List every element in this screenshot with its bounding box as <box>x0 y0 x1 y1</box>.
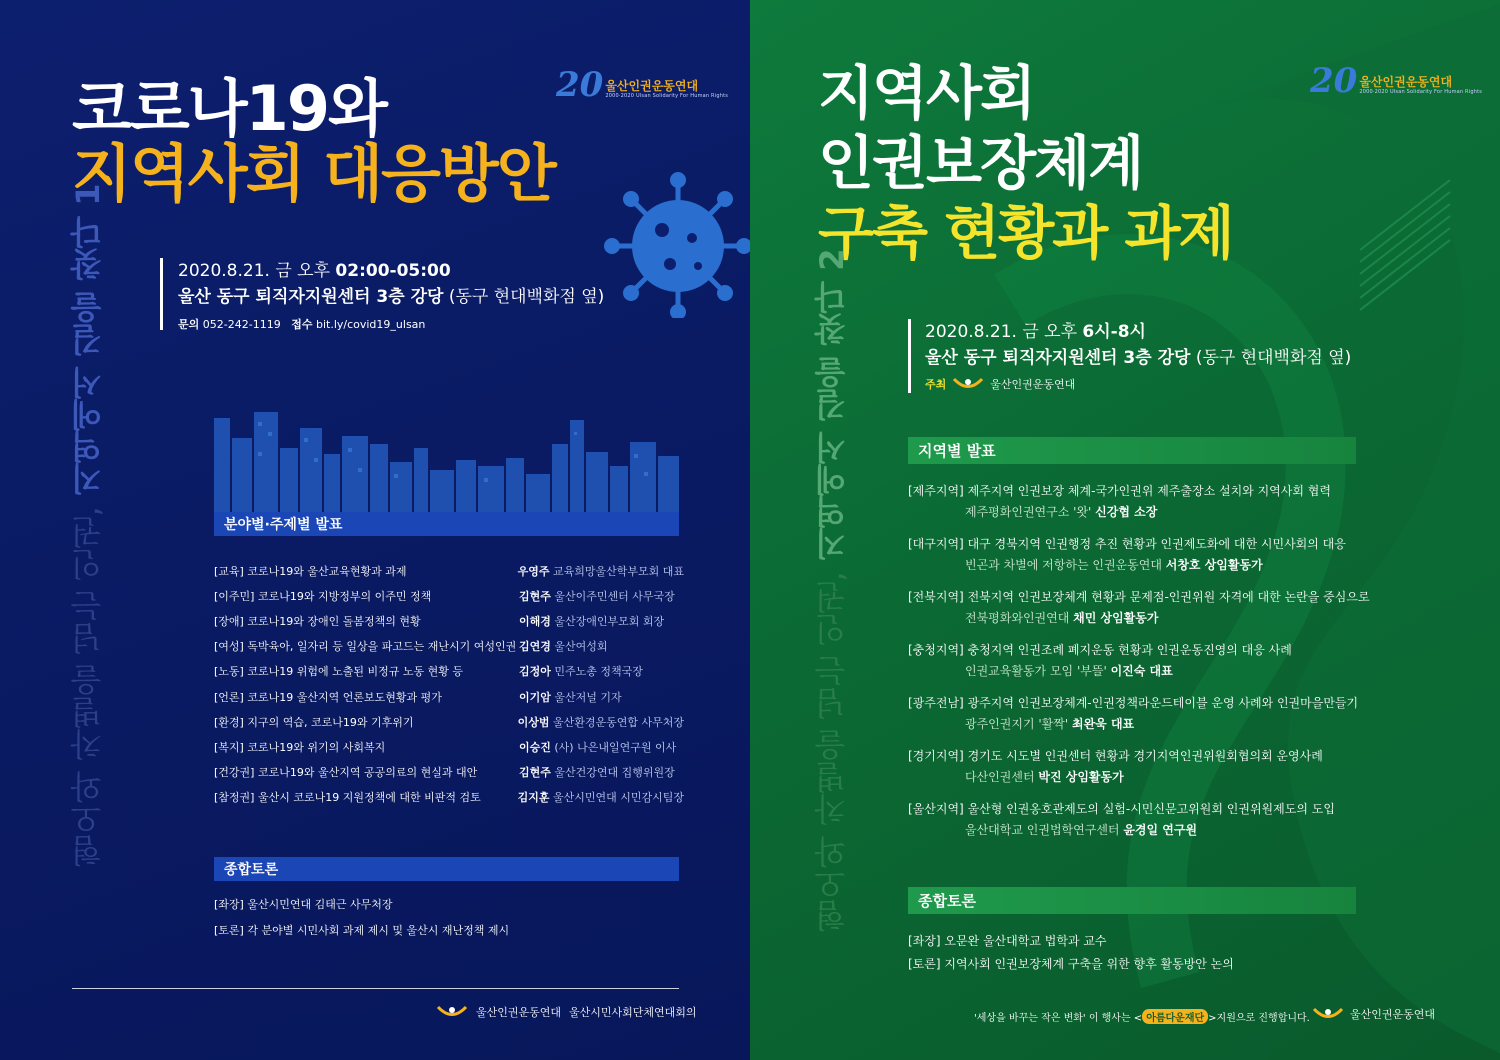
left-date: 2020.8.21. 금 오후 02:00-05:00 <box>178 261 451 281</box>
right-title-line1: 지역사회 <box>818 59 1035 127</box>
left-program-list <box>214 558 684 810</box>
right-footer-note: '세상을 바꾸는 작은 변화' 이 행사는 < 아름다운재단 >지원으로 진행합니다. <box>974 1009 1310 1024</box>
region-item: [대구지역] 대구 경북지역 인권행정 추진 현황과 인권제도화에 대한 시민사회의 대응 빈곤과 차별에 저항하는 인권운동연대 서창호 상임활동가 <box>908 537 1346 572</box>
region-item: [울산지역] 울산형 인권옹호관제도의 실험-시민신문고위원회 인권위원제도의 도입 울산대학교 인권법학연구센터 윤경일 연구원 <box>908 802 1335 837</box>
right-footer-org: 울산인권운동연대 <box>1312 1006 1435 1022</box>
program-row: [참정권] 울산시 코로나19 지원정책에 대한 비판적 검토 김지훈 울산시민연대 시민감시팀장 <box>214 791 684 805</box>
left-title-line1: 코로나19와 <box>72 72 386 145</box>
right-section-header-discussion: 종합토론 <box>908 887 1356 914</box>
right-region-list <box>908 482 1378 853</box>
right-discussion-topic: [토론] 지역사회 인권보장체계 구축을 위한 향후 활동방안 논의 <box>908 957 1234 971</box>
right-date: 2020.8.21. 금 오후 6시-8시 <box>925 322 1146 342</box>
right-poster <box>750 0 1500 1060</box>
city-skyline-image <box>214 408 679 512</box>
left-footer <box>436 1004 697 1020</box>
right-venue: 울산 동구 퇴직자지원센터 3층 강당 (동구 현대백화점 옆) <box>925 348 1352 368</box>
program-row: [여성] 독박육아, 일자리 등 일상을 파고드는 재난시기 여성인권 김연경 울산여성회 <box>214 640 608 654</box>
right-title-line3: 구축 현황과 과제 <box>818 199 1233 267</box>
beautiful-foundation-badge: 아름다운재단 <box>1142 1009 1208 1024</box>
program-row: [이주민] 코로나19와 지방정부의 이주민 정책 김현주 울산이주민센터 사무국장 <box>214 589 675 603</box>
footer-org1: 울산인권운동연대 <box>476 1006 562 1019</box>
region-item: [충청지역] 충청지역 인권조례 폐지운동 현황과 인권운동진영의 대응 사례 인권교육활동가 모임 '부뜰' 이진숙 대표 <box>908 643 1292 678</box>
right-section-header-regions: 지역별 발표 <box>908 437 1356 464</box>
program-row: [환경] 지구의 역습, 코로나19와 기후위기 이상범 울산환경운동연합 사무처장 <box>214 715 684 729</box>
org-emblem-icon <box>436 1004 468 1020</box>
left-discussion-chair: [좌장] 울산시민연대 김태근 사무처장 <box>214 898 393 911</box>
org-emblem-icon <box>952 376 984 392</box>
footer-org2: 울산시민사회단체연대회의 <box>569 1006 697 1019</box>
right-discussion-chair: [좌장] 오문완 울산대학교 법학과 교수 <box>908 934 1107 948</box>
right-org-logo: 20 울산인권운동연대 2000·2020 Ulsan Solidarity For Human Rights <box>1310 61 1483 101</box>
virus-icon <box>600 168 750 318</box>
right-host: 주최 울산인권운동연대 <box>925 378 1076 391</box>
left-discussion-topic: [토론] 각 분야별 시민사회 과제 제시 및 울산시 재난정책 제시 <box>214 924 510 937</box>
org-emblem-icon <box>1312 1006 1344 1022</box>
region-item: [광주전남] 광주지역 인권보장체계-인권정책라운드테이블 운영 사례와 인권마을만들기 광주인권지기 '활짝' 최완욱 대표 <box>908 696 1359 731</box>
program-row: [교육] 코로나19와 울산교육현황과 과제 우영주 교육희망울산학부모회 대표 <box>214 564 684 578</box>
region-item: [제주지역] 제주지역 인권보장 체계-국가인권위 제주출장소 설치와 지역사회 협력 제주평화인권연구소 '왓' 신강협 소장 <box>908 484 1331 519</box>
program-row: [장애] 코로나19와 장애인 돌봄정책의 현황 이해경 울산장애인부모회 회장 <box>214 614 665 628</box>
left-info-bar <box>160 258 163 330</box>
left-footer-divider <box>72 988 679 989</box>
left-section-header-topics: 분야별·주제별 발표 <box>214 512 679 536</box>
region-item: [경기지역] 경기도 시도별 인권센터 현황과 경기지역인권위원회협의회 운영사례 다산인권센터 박진 상임활동가 <box>908 749 1323 784</box>
program-row: [복지] 코로나19와 위기의 사회복지 이승진 (사) 나은내일연구원 이사 <box>214 740 677 754</box>
program-row: [노동] 코로나19 위험에 노출된 비정규 노동 현황 등 김정아 민주노총 정책국장 <box>214 665 643 679</box>
program-row: [언론] 코로나19 울산지역 언론보도현황과 평가 이기암 울산저널 기자 <box>214 690 622 704</box>
left-section-header-discussion: 종합토론 <box>214 857 679 881</box>
apply-link[interactable]: bit.ly/covid19_ulsan <box>315 318 426 331</box>
left-contact: 문의 052-242-1119 접수 bit.ly/covid19_ulsan <box>178 318 426 331</box>
right-info-bar <box>908 319 911 393</box>
left-vertical-slogan: 혐오와 차별을 넘는 인권, 지역에서 길을 찾다 1 <box>69 183 107 867</box>
left-title-line2: 지역사회 대응방안 <box>72 137 555 210</box>
program-row: [건강권] 코로나19와 울산지역 공공의료의 현실과 대안 김현주 울산건강연대 집행위원장 <box>214 766 675 780</box>
right-vertical-slogan: 혐오와 차별을 넘는 인권, 지역에서 길을 찾다 2 <box>813 248 851 932</box>
right-title-line2: 인권보장체계 <box>818 129 1143 197</box>
left-org-logo: 20 울산인권운동연대 2000·2020 Ulsan Solidarity For Human Rights <box>556 65 729 105</box>
left-venue: 울산 동구 퇴직자지원센터 3층 강당 (동구 현대백화점 옆) <box>178 287 605 307</box>
region-item: [전북지역] 전북지역 인권보장체계 현황과 문제점-인권위원 자격에 대한 논란을 중심으로 전북평화와인권연대 채민 상임활동가 <box>908 590 1370 625</box>
